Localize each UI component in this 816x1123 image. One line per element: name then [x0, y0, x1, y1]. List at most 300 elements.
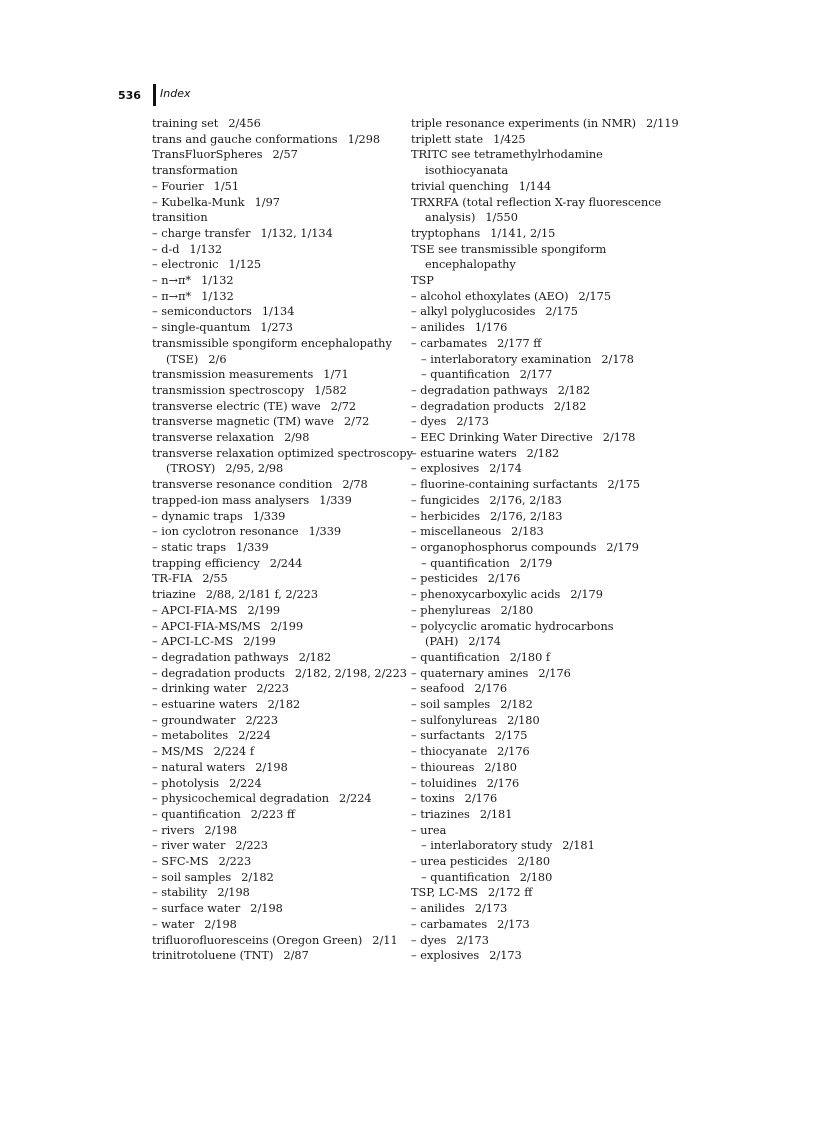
index-term: (TROSY) — [166, 462, 216, 476]
index-entry — [411, 226, 676, 242]
index-entry — [411, 509, 676, 525]
index-page-ref: 2/177 — [519, 368, 553, 382]
index-term: encephalopathy — [425, 258, 516, 272]
index-term: – quantification — [152, 807, 241, 821]
index-term: – thiocyanate — [411, 745, 488, 759]
index-entry — [152, 697, 412, 713]
index-term: transverse relaxation — [152, 431, 275, 445]
index-entry — [152, 650, 412, 666]
index-page-ref: 2/223 — [235, 839, 268, 853]
index-entry — [152, 399, 412, 415]
index-entry — [152, 116, 412, 132]
index-term: – π→π* — [152, 289, 192, 303]
index-entry — [411, 179, 676, 195]
index-column-left — [152, 116, 412, 964]
index-entry — [152, 540, 412, 556]
index-entry — [411, 603, 676, 619]
index-entry — [411, 681, 676, 697]
index-term: – fungicides — [411, 493, 480, 507]
index-page-ref: 2/119 — [646, 117, 679, 130]
index-page-ref: 2/178 — [601, 352, 634, 366]
index-term: transverse magnetic (TM) wave — [152, 415, 334, 429]
index-page-ref: 2/182, 2/198, 2/223 — [294, 666, 407, 680]
index-entry — [152, 242, 412, 258]
index-term: (TSE) — [166, 352, 199, 366]
index-page-ref: 2/179 — [606, 540, 639, 554]
index-entry — [152, 713, 412, 729]
index-entry — [411, 132, 676, 148]
index-entry — [152, 854, 412, 870]
index-term: – rivers — [152, 823, 195, 837]
index-term: – MS/MS — [152, 745, 204, 759]
index-page-ref: 1/132 — [201, 274, 234, 288]
index-term: – urea pesticides — [411, 855, 508, 869]
index-entry — [152, 304, 412, 320]
index-entry — [411, 116, 679, 132]
index-page-ref: 2/176 — [486, 776, 520, 790]
index-term: trapped-ion mass analysers — [152, 493, 310, 507]
index-term: – polycyclic aromatic hydrocarbons — [411, 619, 614, 633]
index-entry — [411, 619, 676, 635]
index-entry — [411, 776, 676, 792]
index-term: transition — [152, 211, 208, 225]
index-term: TSE see transmissible spongiform — [411, 242, 607, 256]
index-entry — [411, 210, 676, 226]
index-term: – herbicides — [411, 509, 481, 523]
index-page-ref: 2/223 — [245, 713, 279, 727]
index-page-ref: 2/181 — [562, 839, 595, 853]
index-page-ref: 2/179 — [519, 556, 553, 570]
index-page-ref: 2/199 — [247, 603, 281, 617]
index-page-ref: 2/176 — [487, 572, 521, 586]
index-entry — [152, 807, 412, 823]
index-entry — [411, 634, 676, 650]
index-term: – quantification — [411, 650, 500, 664]
index-entry — [152, 147, 412, 163]
index-page-ref: 2/223 ff — [250, 807, 295, 821]
index-entry — [411, 414, 676, 430]
index-entry — [152, 791, 412, 807]
index-entry — [152, 666, 412, 682]
index-page-ref: 1/176 — [474, 321, 508, 335]
index-entry — [152, 383, 412, 399]
index-entry — [411, 713, 676, 729]
index-page-ref: 2/174 — [489, 462, 522, 476]
index-entry — [152, 493, 412, 509]
index-entry — [411, 838, 676, 854]
index-page-ref: 2/180 — [519, 870, 553, 884]
index-term: TRITC see tetramethylrhodamine — [411, 148, 603, 162]
index-term: – carbamates — [411, 336, 488, 350]
page-number: 536 — [118, 88, 141, 102]
index-term: – pesticides — [411, 572, 478, 586]
index-entry — [152, 728, 412, 744]
index-entry — [411, 273, 676, 289]
index-entry — [152, 461, 412, 477]
index-entry — [152, 163, 412, 179]
index-entry — [152, 634, 412, 650]
index-term: triazine — [152, 588, 196, 602]
index-term: trans and gauche conformations — [152, 132, 338, 146]
index-term: – metabolites — [152, 729, 229, 743]
index-page-ref: 2/174 — [468, 635, 501, 649]
index-term: trivial quenching — [411, 179, 509, 193]
index-term: – alcohol ethoxylates (AEO) — [411, 289, 569, 303]
index-page-ref: 2/173 — [456, 415, 489, 429]
index-page-ref: 2/224 — [229, 776, 262, 790]
index-page-ref: 2/198 — [217, 886, 250, 900]
index-page-ref: 1/339 — [236, 540, 269, 554]
index-page-ref: 2/57 — [272, 148, 298, 162]
index-page-ref: 2/175 — [494, 729, 528, 743]
index-entry — [411, 242, 676, 258]
page-header — [118, 84, 191, 106]
index-entry — [411, 791, 676, 807]
index-page-ref: 2/456 — [228, 117, 261, 130]
index-term: – organophosphorus compounds — [411, 540, 597, 554]
index-term: – toluidines — [411, 776, 477, 790]
index-entry — [411, 587, 676, 603]
index-page-ref: 2/78 — [342, 478, 368, 492]
index-entry — [152, 446, 412, 462]
index-page-ref: 2/224 — [238, 729, 271, 743]
index-entry — [411, 336, 676, 352]
index-entry — [411, 524, 676, 540]
index-page-ref: 1/97 — [254, 195, 280, 209]
index-entry — [152, 352, 412, 368]
index-term: trinitrotoluene (TNT) — [152, 949, 274, 963]
index-entry — [411, 257, 676, 273]
index-term: – single-quantum — [152, 321, 251, 335]
index-page-ref: 2/88, 2/181 f, 2/223 — [205, 588, 319, 602]
index-entry — [411, 383, 676, 399]
index-term: – soil samples — [152, 870, 232, 884]
index-term: – urea — [411, 823, 447, 837]
index-entry — [411, 147, 676, 163]
index-entry — [411, 650, 676, 666]
index-page-ref: 2/198 — [250, 902, 283, 916]
index-entry — [152, 776, 412, 792]
index-entry — [152, 619, 412, 635]
index-term: – n→π* — [152, 274, 192, 288]
index-entry — [152, 901, 412, 917]
index-entry — [411, 885, 676, 901]
index-page-ref: 2/182 — [241, 870, 274, 884]
index-page-ref: 2/175 — [578, 289, 612, 303]
index-page-ref: 1/132 — [189, 242, 223, 256]
index-entry — [411, 933, 676, 949]
index-term: – Kubelka-Munk — [152, 195, 245, 209]
index-entry — [152, 587, 412, 603]
index-term: – natural waters — [152, 760, 246, 774]
index-entry — [152, 430, 412, 446]
index-entry — [152, 509, 412, 525]
index-term: transverse resonance condition — [152, 478, 333, 492]
index-page-ref: 1/273 — [260, 321, 293, 335]
index-term: – seafood — [411, 682, 465, 696]
index-term: – ion cyclotron resonance — [152, 525, 299, 539]
index-entry — [152, 681, 412, 697]
index-page-ref: 2/183 — [511, 525, 544, 539]
index-entry — [152, 367, 412, 383]
index-term: – EEC Drinking Water Directive — [411, 431, 593, 445]
index-entry — [152, 226, 412, 242]
index-column-right — [411, 116, 679, 964]
index-entry — [152, 524, 412, 540]
index-entry — [152, 132, 412, 148]
index-page-ref: 2/223 — [218, 855, 252, 869]
index-term: – estuarine waters — [152, 698, 258, 712]
index-entry — [152, 289, 412, 305]
index-term: – sulfonylureas — [411, 713, 498, 727]
index-term: – estuarine waters — [411, 446, 517, 460]
index-page-ref: 2/199 — [270, 619, 304, 633]
index-page-ref: 2/98 — [284, 431, 310, 445]
index-term: – APCI-LC-MS — [152, 635, 234, 649]
index-page-ref: 2/182 — [557, 383, 591, 397]
index-entry — [411, 901, 676, 917]
index-page-ref: 2/175 — [545, 305, 578, 319]
index-page-ref: 2/179 — [570, 588, 603, 602]
index-page-ref: 2/176 — [538, 666, 571, 680]
index-page-ref: 2/198 — [204, 823, 238, 837]
index-entry — [152, 603, 412, 619]
index-term: – surface water — [152, 902, 241, 916]
index-entry — [411, 807, 676, 823]
index-term: – quaternary amines — [411, 666, 529, 680]
index-entry — [411, 399, 676, 415]
index-term: – phenoxycarboxylic acids — [411, 588, 561, 602]
index-page-ref: 2/182 — [500, 698, 533, 712]
index-term: – static traps — [152, 540, 227, 554]
index-term: isothiocyanata — [425, 164, 509, 178]
index-term: TransFluorSpheres — [152, 148, 263, 162]
index-page-ref: 2/176 — [474, 682, 508, 696]
index-term: – physicochemical degradation — [152, 792, 330, 806]
index-page-ref: 2/244 — [269, 556, 303, 570]
index-term: – charge transfer — [152, 226, 251, 240]
index-term: – miscellaneous — [411, 525, 502, 539]
index-page-ref: 1/51 — [213, 179, 240, 193]
index-entry — [152, 273, 412, 289]
index-term: – fluorine-containing surfactants — [411, 478, 598, 492]
index-page-ref: 2/176 — [497, 745, 530, 759]
index-page-ref: 2/180 — [500, 603, 534, 617]
index-entry — [152, 477, 412, 493]
index-term: – electronic — [152, 258, 219, 272]
index-term: trapping efficiency — [152, 556, 260, 570]
index-term: – groundwater — [152, 713, 236, 727]
index-page-ref: 2/223 — [256, 682, 289, 696]
index-term: training set — [152, 117, 219, 130]
index-page-ref: 2/87 — [283, 949, 309, 963]
index-page-ref: 1/144 — [518, 179, 552, 193]
index-term: – triazines — [411, 807, 470, 821]
index-entry — [411, 163, 676, 179]
index-page-ref: 2/72 — [330, 399, 357, 413]
index-term: transmission measurements — [152, 368, 314, 382]
index-page-ref: 2/177 ff — [497, 336, 542, 350]
index-page-ref: 1/339 — [252, 509, 286, 523]
index-page-ref: 2/199 — [243, 635, 276, 649]
index-page-ref: 1/550 — [485, 211, 518, 225]
index-term: – SFC-MS — [152, 855, 209, 869]
index-entry — [152, 571, 412, 587]
index-term: – drinking water — [152, 682, 247, 696]
index-page-ref: 2/95, 2/98 — [225, 462, 284, 476]
index-term: – stability — [152, 886, 208, 900]
index-page-ref: 2/182 — [553, 399, 587, 413]
index-term: transmissible spongiform encephalopathy — [152, 336, 392, 350]
index-term: – photolysis — [152, 776, 220, 790]
index-entry — [152, 948, 412, 964]
index-term: TSP — [411, 274, 434, 288]
index-term: – APCI-FIA-MS/MS — [152, 619, 261, 633]
index-term: transverse relaxation optimized spectroscopy — [152, 446, 413, 460]
index-page-ref: 2/173 — [497, 917, 530, 931]
index-entry — [411, 304, 676, 320]
index-term: – dynamic traps — [152, 509, 243, 523]
index-page-ref: 2/182 — [526, 446, 560, 460]
index-entry — [411, 195, 676, 211]
index-entry — [152, 257, 412, 273]
index-entry — [152, 870, 412, 886]
index-page-ref: 1/141, 2/15 — [490, 226, 556, 240]
index-term: – dyes — [411, 933, 447, 947]
index-term: transverse electric (TE) wave — [152, 399, 321, 413]
index-entry — [411, 556, 676, 572]
index-page-ref: 2/72 — [343, 415, 370, 429]
index-term: TR-FIA — [152, 572, 193, 586]
index-page-ref: 1/339 — [308, 525, 342, 539]
index-page-ref: 1/134 — [261, 305, 295, 319]
index-page-ref: 2/6 — [208, 352, 227, 366]
index-entry — [411, 540, 676, 556]
index-term: triplett state — [411, 132, 484, 146]
index-term: – semiconductors — [152, 305, 252, 319]
index-term: – anilides — [411, 321, 465, 335]
index-term: transformation — [152, 164, 238, 178]
index-entry — [152, 838, 412, 854]
index-page-ref: 2/11 — [372, 933, 398, 947]
index-term: – toxins — [411, 792, 455, 806]
index-page-ref: 2/180 — [517, 855, 551, 869]
index-entry — [411, 854, 676, 870]
index-entry — [411, 728, 676, 744]
index-term: transmission spectroscopy — [152, 383, 305, 397]
index-entry — [411, 823, 676, 839]
index-entry — [152, 179, 412, 195]
index-term: – Fourier — [152, 179, 204, 193]
index-entry — [152, 744, 412, 760]
index-term: triple resonance experiments (in NMR) — [411, 117, 637, 130]
index-term: trifluorofluoresceins (Oregon Green) — [152, 933, 363, 947]
index-page-ref: 1/132, 1/134 — [260, 226, 333, 240]
index-page-ref: 2/173 — [489, 949, 522, 963]
index-term: – quantification — [421, 556, 510, 570]
index-entry — [152, 917, 412, 933]
index-page-ref: 2/180 — [507, 713, 540, 727]
index-entry — [152, 760, 412, 776]
index-entry — [411, 477, 676, 493]
index-term: analysis) — [425, 211, 476, 225]
index-term: – surfactants — [411, 729, 485, 743]
index-entry — [411, 430, 676, 446]
index-entry — [411, 446, 676, 462]
index-term: TRXRFA (total reflection X-ray fluorescence — [411, 195, 662, 209]
index-page-ref: 1/71 — [323, 368, 349, 382]
index-term: – degradation products — [411, 399, 544, 413]
index-term: TSP, LC-MS — [411, 886, 479, 900]
index-page-ref: 2/198 — [255, 760, 288, 774]
index-entry — [152, 556, 412, 572]
header-rule — [153, 84, 156, 106]
index-page-ref: 2/176, 2/183 — [490, 509, 563, 523]
index-term: – quantification — [421, 870, 510, 884]
index-term: – soil samples — [411, 698, 491, 712]
index-page-ref: 2/172 ff — [488, 886, 533, 900]
index-page-ref: 2/182 — [267, 698, 301, 712]
index-term: – degradation pathways — [152, 650, 289, 664]
index-term: – explosives — [411, 462, 480, 476]
index-entry — [152, 823, 412, 839]
index-page-ref: 2/182 — [298, 650, 332, 664]
index-term: – thioureas — [411, 760, 475, 774]
index-page-ref: 2/224 f — [213, 745, 254, 759]
index-entry — [411, 461, 676, 477]
index-entry — [411, 571, 676, 587]
running-head: Index — [160, 87, 191, 100]
index-page-ref: 2/176, 2/183 — [489, 493, 562, 507]
index-term: – phenylureas — [411, 603, 491, 617]
index-page-ref: 1/132 — [201, 289, 234, 303]
index-entry — [152, 210, 412, 226]
index-entry — [411, 948, 676, 964]
index-term: – quantification — [421, 368, 510, 382]
index-term: – interlaboratory examination — [421, 352, 592, 366]
index-entry — [411, 697, 676, 713]
index-term: – alkyl polyglucosides — [411, 305, 536, 319]
index-entry — [411, 666, 676, 682]
index-term: – degradation pathways — [411, 383, 548, 397]
index-page-ref: 1/339 — [319, 493, 352, 507]
index-term: (PAH) — [425, 635, 459, 649]
index-term: – dyes — [411, 415, 447, 429]
index-page-ref: 2/198 — [204, 917, 237, 931]
index-term: – water — [152, 917, 195, 931]
index-entry — [152, 885, 412, 901]
index-page-ref: 2/224 — [339, 792, 372, 806]
index-page-ref: 2/173 — [456, 933, 489, 947]
index-term: – interlaboratory study — [421, 839, 553, 853]
index-entry — [152, 195, 412, 211]
index-page-ref: 2/55 — [202, 572, 228, 586]
index-entry — [152, 933, 412, 949]
index-page-ref: 2/180 f — [509, 650, 551, 664]
index-term: – APCI-FIA-MS — [152, 603, 238, 617]
index-term: – carbamates — [411, 917, 488, 931]
index-entry — [411, 352, 676, 368]
index-entry — [411, 917, 676, 933]
index-page-ref: 1/582 — [314, 383, 347, 397]
index-term: tryptophans — [411, 226, 481, 240]
index-term: – d-d — [152, 242, 180, 256]
index-page-ref: 2/175 — [607, 478, 641, 492]
index-entry — [411, 744, 676, 760]
index-page-ref: 1/298 — [347, 132, 381, 146]
index-page-ref: 2/181 — [479, 807, 513, 821]
index-term: – river water — [152, 839, 226, 853]
